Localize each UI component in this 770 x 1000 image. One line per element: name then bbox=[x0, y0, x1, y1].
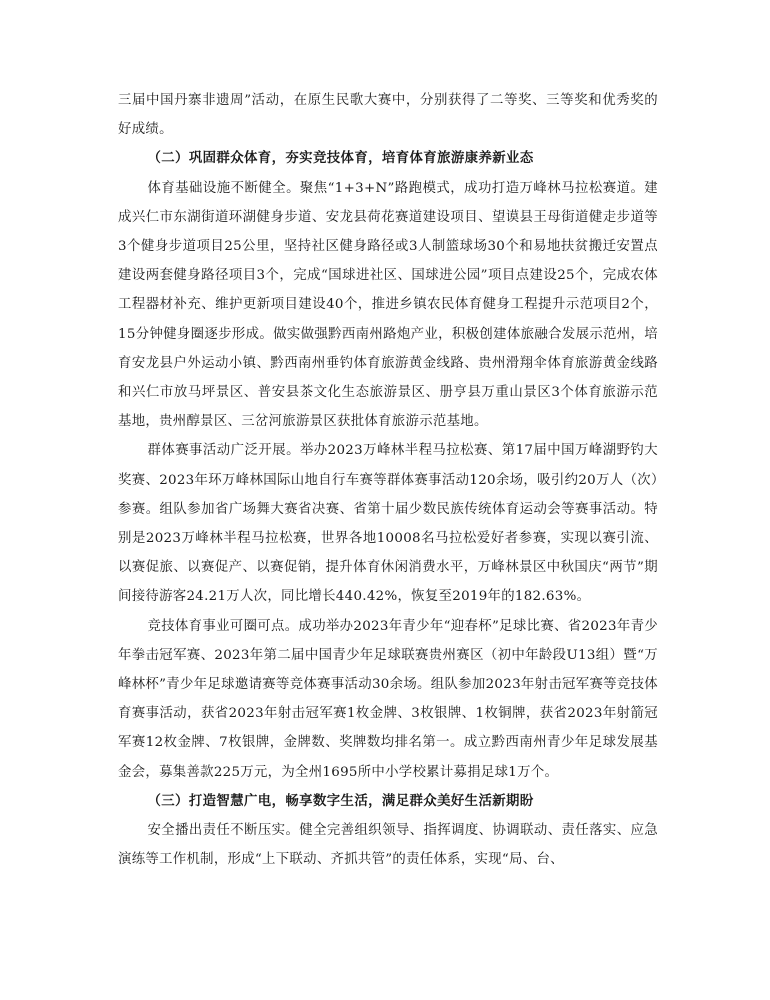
paragraph-mass-events: 群体赛事活动广泛开展。举办2023万峰林半程马拉松赛、第17届中国万峰湖野钓大奖赛、2023年环万峰林国际山地自行车赛等群体赛事活动120余场，吸引约20万人（次）参赛。组队参加省广场舞大赛省决赛、省第十届少数民族传统体育运动会等赛事活动。特别是2023万峰林半程马拉松赛，世界各地10008名马拉松爱好者参赛，实现以赛引流、以赛促旅、以赛促产、以赛促销，提升体育休闲消费水平，万峰林景区中秋国庆“两节”期间接待游客24.21万人次，同比增长440.42%，恢复至2019年的182.63%。 bbox=[118, 443, 658, 605]
section-heading-3: （三）打造智慧广电，畅享数字生活，满足群众美好生活新期盼 bbox=[147, 793, 534, 809]
paragraph-continued: 三届中国丹寨非遗周”活动，在原生民歌大赛中，分别获得了二等奖、三等奖和优秀奖的好成绩。 bbox=[118, 93, 658, 138]
paragraph-sports-facilities: 体育基础设施不断健全。聚焦“1+3+N”路跑模式，成功打造万峰林马拉松赛道。建成兴仁市东湖街道环湖健身步道、安龙县荷花赛道建设项目、望谟县王母街道健走步道等3个健身步道项目25公里，坚持社区健身路径或3人制篮球场30个和易地扶贫搬迁安置点建设两套健身路径项目3个，完成“国球进社区、国球进公园”项目点建设25个，完成农体工程器材补充、维护更新项目建设40个，推进乡镇农民体育健身工程提升示范项目2个，15分钟健身圈逐步形成。做实做强黔西南州路炮产业，积极创建体旅融合发展示范州，培育安龙县户外运动小镇、黔西南州垂钓体育旅游黄金线路、贵州滑翔伞体育旅游黄金线路和兴仁市放马坪景区、普安县茶文化生态旅游景区、册亨县万重山景区3个体育旅游示范基地，贵州醇景区、三岔河旅游景区获批体育旅游示范基地。 bbox=[118, 180, 658, 430]
document-body bbox=[118, 86, 658, 874]
paragraph-broadcast-safety: 安全播出责任不断压实。健全完善组织领导、指挥调度、协调联动、责任落实、应急演练等工作机制，形成“上下联动、齐抓共管”的责任体系，实现“局、台、 bbox=[118, 823, 658, 868]
section-heading-2: （二）巩固群众体育，夯实竞技体育，培育体育旅游康养新业态 bbox=[147, 151, 534, 167]
paragraph-competitive-sports: 竞技体育事业可圈可点。成功举办2023年青少年“迎春杯”足球比赛、省2023年青少年拳击冠军赛、2023年第二届中国青少年足球联赛贵州赛区（初中年龄段U13组）暨“万峰林杯”青少年足球邀请赛等竞体赛事活动30余场。组队参加2023年射击冠军赛等竞技体育赛事活动，获省2023年射击冠军赛1枚金牌、3枚银牌、1枚铜牌，获省2023年射箭冠军赛12枚金牌、7枚银牌，金牌数、奖牌数均排名第一。成立黔西南州青少年足球发展基金会，募集善款225万元，为全州1695所中小学校累计募捐足球1万个。 bbox=[118, 618, 658, 780]
